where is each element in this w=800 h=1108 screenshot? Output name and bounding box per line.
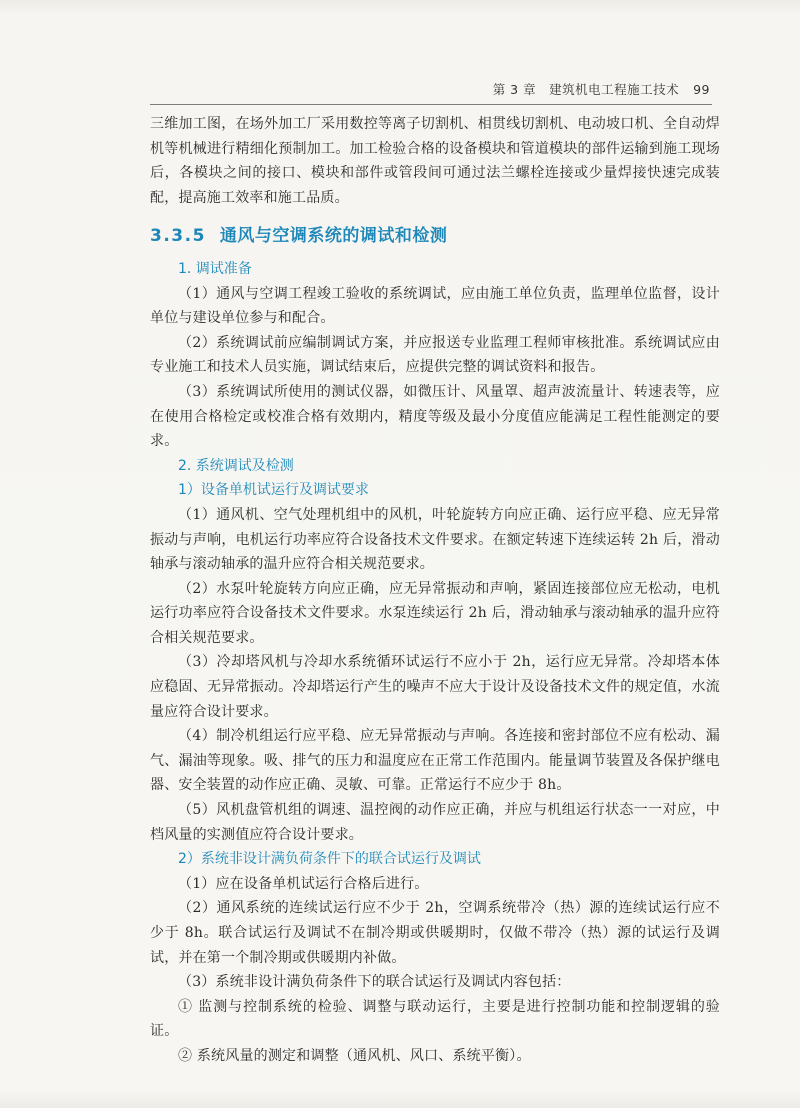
subheading-joint-run: 2）系统非设计满负荷条件下的联合试运行及调试: [178, 851, 481, 868]
paragraph: （2）系统调试前应编制调试方案，并应报送专业监理工程师审核批准。系统调试应由专业施工和技术人员实施，调试结束后，应提供完整的调试资料和报告。: [150, 334, 720, 376]
paragraph: （1）应在设备单机试运行合格后进行。: [178, 875, 429, 892]
paragraph: （4）制冷机组运行应平稳、应无异常振动与声响。各连接和密封部位不应有松动、漏气、漏油等现象。吸、排气的压力和温度应在正常工作范围内。能量调节装置及各保护继电器、安全装置的动作应正确、灵敏、可靠。正常运行不应少于 8h。: [150, 728, 720, 794]
section-title: 通风与空调系统的调试和检测: [219, 226, 448, 247]
paragraph: （3）系统非设计满负荷条件下的联合试运行及调试内容包括：: [178, 974, 571, 991]
paragraph: （5）风机盘管机组的调速、温控阀的动作应正确，并应与机组运行状态一一对应，中档风量的实测值应符合设计要求。: [150, 802, 720, 843]
paragraph: （1）通风与空调工程竣工验收的系统调试，应由施工单位负责，监理单位监督，设计单位与建设单位参与和配合。: [150, 285, 720, 327]
paragraph: （2）水泵叶轮旋转方向应正确，应无异常振动和声响，紧固连接部位应无松动，电机运行功率应符合设备技术文件要求。水泵连续运行 2h 后，滑动轴承与滚动轴承的温升应符合相关规范要求。: [150, 580, 720, 646]
header-rule: [150, 104, 712, 105]
paragraph: （3）冷却塔风机与冷却水系统循环试运行不应小于 2h，运行应无异常。冷却塔本体应稳固、无异常振动。冷却塔运行产生的噪声不应大于设计及设备技术文件的规定值，水流量应符合设计要求。: [150, 654, 720, 720]
heading-system-debug: 2. 系统调试及检测: [178, 457, 294, 474]
chapter-title: 第 3 章 建筑机电工程施工技术: [492, 82, 680, 97]
page-number: 99: [693, 82, 710, 97]
section-heading: [150, 224, 720, 249]
heading-debug-prep: 1. 调试准备: [178, 260, 252, 277]
paragraph: （3）系统调试所使用的测试仪器，如微压计、风量罩、超声波流量计、转速表等，应在使用合格检定或校准合格有效期内，精度等级及最小分度值应能满足工程性能测定的要求。: [150, 383, 720, 450]
paragraph: ② 系统风量的测定和调整（通风机、风口、系统平衡）。: [178, 1047, 531, 1064]
intro-paragraph: 三维加工图，在场外加工厂采用数控等离子切割机、相贯线切割机、电动坡口机、全自动焊机等机械进行精细化预制加工。加工检验合格的设备模块和管道模块的部件运输到施工现场后，各模块之间的接口、模块和部件或管段间可通过法兰螺栓连接或少量焊接快速完成装配，提高施工效率和施工品质。: [150, 116, 720, 206]
subheading-single-unit: 1）设备单机试运行及调试要求: [178, 482, 369, 499]
paragraph: ① 监测与控制系统的检验、调整与联动运行，主要是进行控制功能和控制逻辑的验证。: [150, 998, 720, 1040]
running-header: [150, 80, 710, 102]
paragraph: （1）通风机、空气处理机组中的风机，叶轮旋转方向应正确、运行应平稳、应无异常振动与声响，电机运行功率应符合设备技术文件要求。在额定转速下连续运转 2h 后，滑动轴承与滚动轴承的温升应符合相关规范要求。: [150, 506, 720, 573]
section-number: 3.3.5: [150, 226, 206, 247]
paragraph: （2）通风系统的连续试运行应不少于 2h，空调系统带冷（热）源的连续试运行应不少于 8h。联合试运行及调试不在制冷期或供暖期时，仅做不带冷（热）源的试运行及调试，并在第一个制冷期或供暖期内补做。: [150, 900, 720, 966]
page-body: [150, 112, 720, 1069]
